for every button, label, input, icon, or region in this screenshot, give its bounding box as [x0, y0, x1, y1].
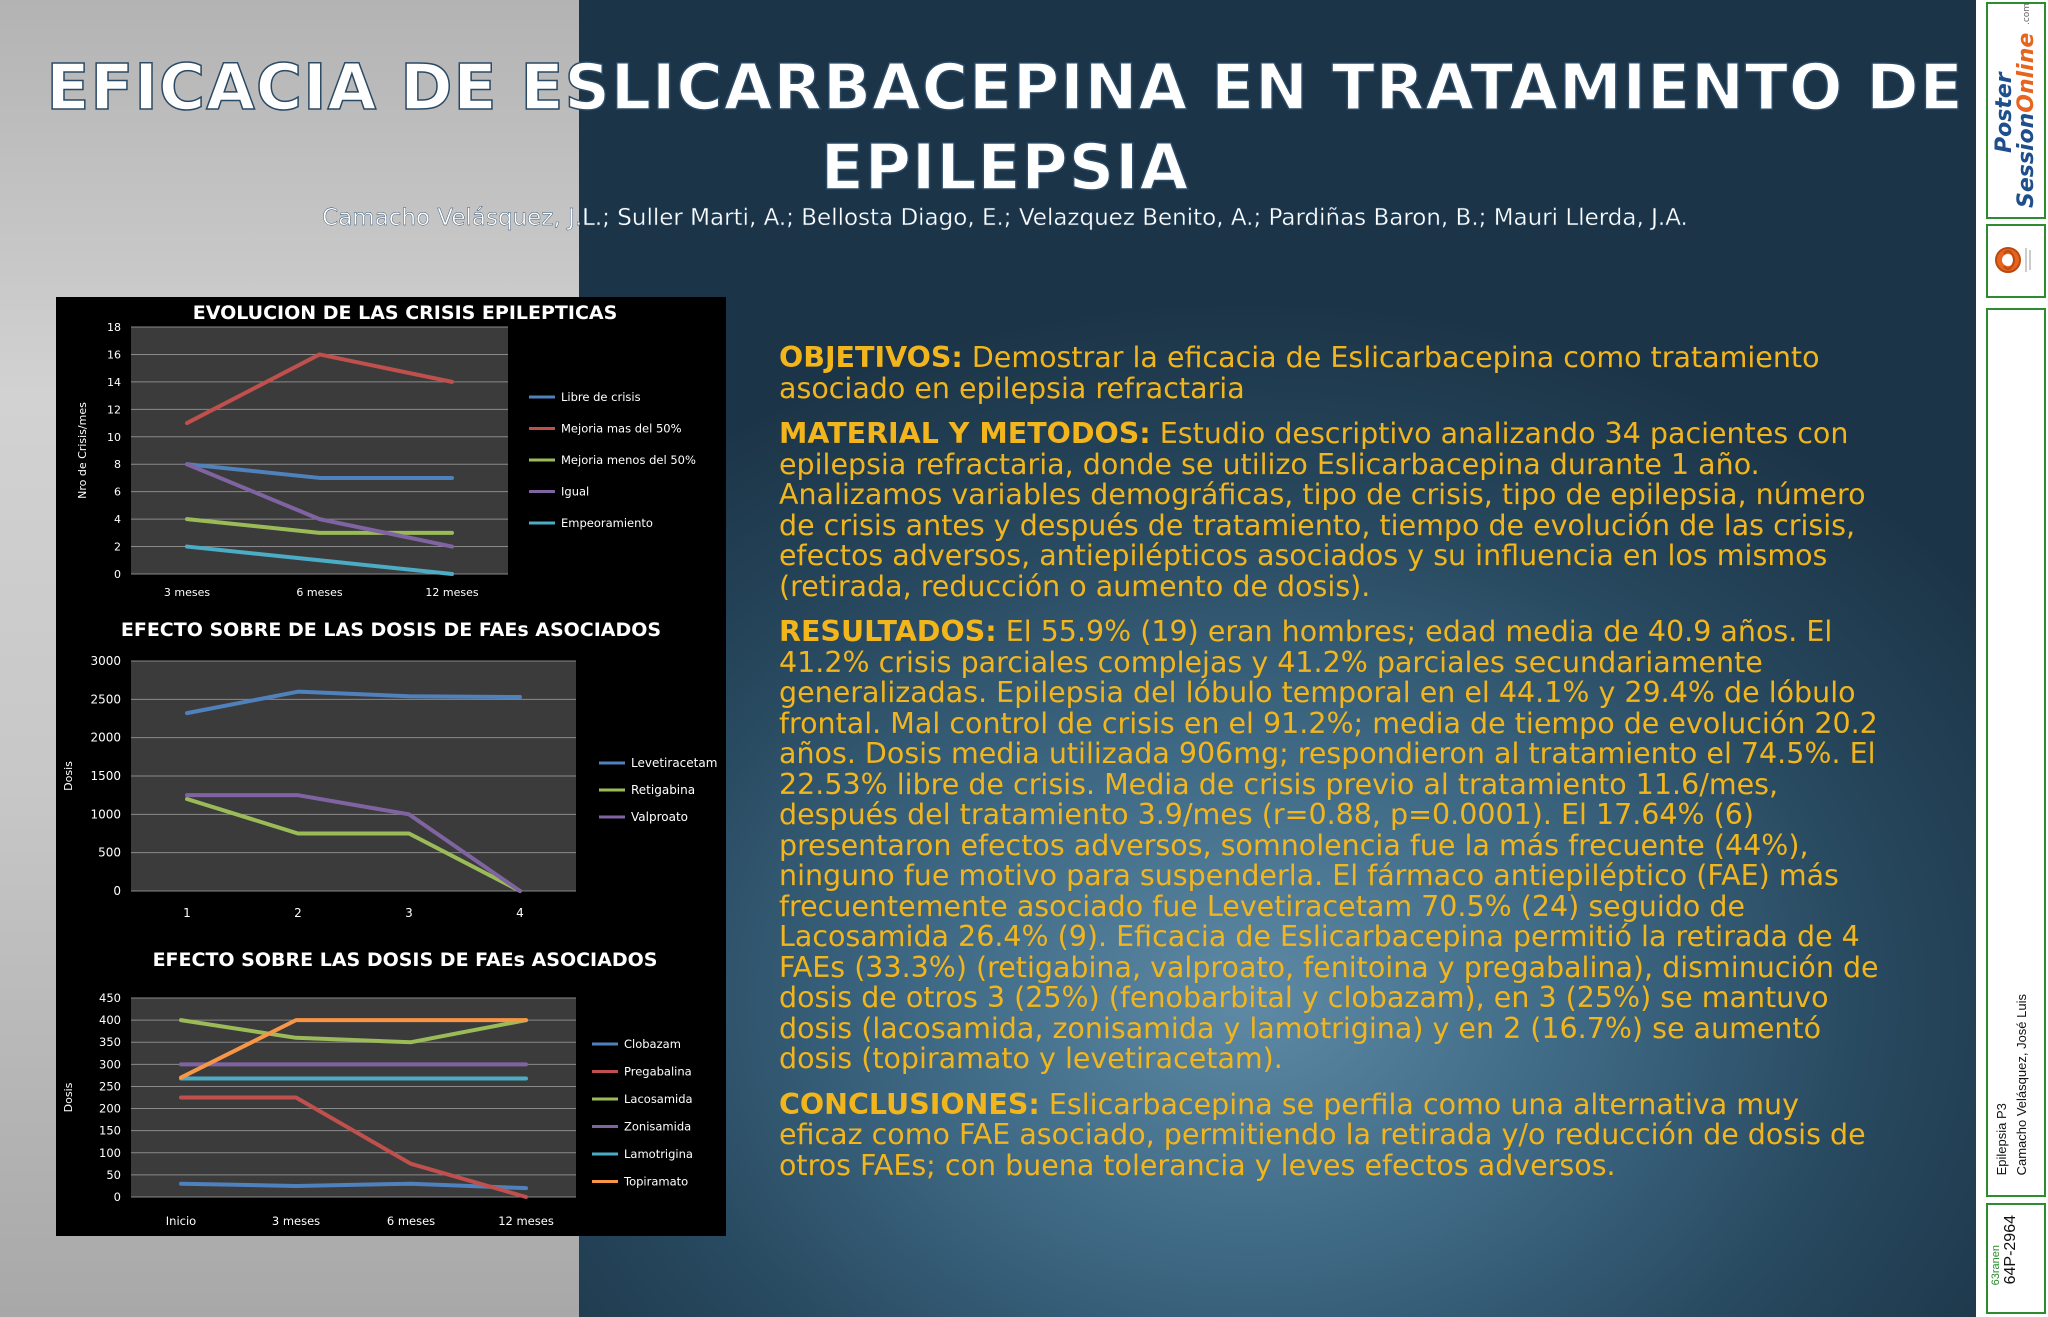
x-tick-label: 3 [405, 906, 413, 920]
session-info [1992, 994, 2032, 1175]
y-tick-label: 450 [99, 991, 121, 1005]
x-tick-label: 6 meses [386, 1214, 436, 1228]
y-tick-label: 250 [99, 1079, 121, 1094]
x-tick-label: 12 meses [425, 586, 479, 599]
y-tick-label: 8 [114, 458, 121, 472]
y-tick-label: 50 [106, 1167, 121, 1182]
conclusiones-heading: CONCLUSIONES: [779, 1087, 1040, 1121]
y-tick-label: 350 [99, 1035, 121, 1050]
brand-small: .com [2022, 2, 2032, 26]
material-heading: MATERIAL Y METODOS: [779, 417, 1151, 450]
x-tick-label: 4 [516, 906, 524, 920]
chart-dosis-faes-1-svg [56, 611, 726, 936]
x-tick-label: 3 meses [163, 586, 211, 599]
footer-code: 63ranen [1990, 1245, 2002, 1286]
objetivos-heading: OBJETIVOS: [779, 341, 963, 374]
x-tick-label: 12 meses [498, 1214, 554, 1228]
y-tick-label: 150 [99, 1123, 121, 1138]
section-resultados [779, 617, 1889, 1075]
poster-code-box [1986, 1203, 2046, 1314]
y-tick-label: 10 [107, 430, 121, 444]
y-tick-label: 200 [99, 1101, 121, 1116]
y-tick-label: 300 [99, 1057, 121, 1072]
poster-session-online-logo [1992, 2, 2039, 208]
plot-area [131, 327, 508, 574]
legend-label: Retigabina [631, 783, 696, 797]
society-logo-box [1986, 224, 2046, 298]
title-line-2: EPILEPSIA [820, 131, 1190, 204]
brand-line-3: Online [2014, 32, 2039, 113]
resultados-text: El 55.9% (19) eran hombres; edad media de 40.9 años. El 41.2% crisis parciales complejas y 41.2% parciales secundariamente generalizadas. Epilepsia del lóbulo temporal en el 44.1% y 29.4% de lóbulo frontal. Mal control de crisis en el 91.2%; media de tiempo de evolución 20.2 años. Dosis media utilizada 906mg; respondieron al tratamiento el 74.5%. El 22.53% libre de crisis. Media de crisis previo al tratamiento 11.6/mes, después del tratamiento 3.9/mes (r=0.88, p=0.0001). El 17.64% (6) presentaron efectos adversos, somnolencia fue la más frecuente (44%), ninguno fue motivo para suspenderla. El fármaco antiepiléptico (FAE) más frecuentemente asociado fue Levetiracetam 70.5% (24) seguido de Lacosamida 26.4% (9). Eficacia de Eslicarbacepina permitió la retirada de 4 FAEs (33.3%) (retigabina, valproato, fenitoina y pregabalina), disminución de dosis de otros 3 (25%) (fenobarbital y clobazam), en 3 (25%) se mantuvo dosis (lacosamida, zonisamida y lamotrigina) y en 2 (16.7%) se aumentó dosis (topiramato y levetiracetam). [779, 615, 1879, 1075]
body-text [779, 343, 1889, 1196]
section-conclusiones [779, 1087, 1889, 1182]
legend-label: Mejoria mas del 50% [561, 421, 682, 436]
x-tick-label: 1 [183, 906, 191, 920]
chart-title: EFECTO SOBRE LAS DOSIS DE FAEs ASOCIADOS [152, 949, 658, 971]
session-line-1: Epilepsia P3 [1994, 1102, 2009, 1175]
brand-box[interactable] [1986, 2, 2046, 219]
legend-label: Igual [561, 484, 590, 499]
x-tick-label: Inicio [165, 1214, 197, 1228]
legend-label: Empeoramiento [561, 516, 653, 530]
legend-label: Libre de crisis [561, 390, 641, 404]
y-tick-label: 4 [114, 513, 121, 527]
session-line-2: Camacho Velásquez, José Luis [2014, 993, 2029, 1175]
y-tick-label: 16 [107, 348, 121, 362]
y-tick-label: 2 [114, 540, 121, 554]
y-tick-label: 400 [99, 1013, 121, 1028]
legend-label: Levetiracetam [631, 756, 718, 770]
y-tick-label: 100 [99, 1145, 121, 1160]
y-tick-label: 18 [107, 321, 121, 334]
legend-label: Pregabalina [624, 1064, 692, 1079]
title-line-1: EFICACIA DE ESLICARBACEPINA EN TRATAMIENTO DE [46, 51, 1964, 124]
objetivos-text: Demostrar la eficacia de Eslicarbacepina como tratamiento asociado en epilepsia refractaria [779, 341, 1820, 405]
resultados-heading: RESULTADOS: [779, 615, 997, 648]
y-tick-label: 0 [113, 884, 121, 898]
y-tick-label: 2500 [90, 692, 121, 707]
y-tick-label: 6 [114, 485, 121, 499]
y-tick-label: 2000 [90, 730, 121, 745]
poster-title [0, 48, 1976, 208]
chart-title: EVOLUCION DE LAS CRISIS EPILEPTICAS [192, 302, 618, 324]
y-tick-label: 12 [107, 403, 121, 417]
y-tick-label: 500 [98, 845, 121, 860]
y-axis-label: Dosis [62, 1082, 75, 1113]
legend-label: Clobazam [624, 1037, 681, 1051]
chart-dosis-faes-1 [56, 611, 726, 936]
y-tick-label: 1500 [90, 769, 121, 783]
legend-label: Lacosamida [624, 1092, 693, 1106]
y-axis-label: Dosis [62, 761, 75, 791]
legend-label: Topiramato [624, 1174, 689, 1189]
conclusiones-text: Eslicarbacepina se perfila como una alternativa muy eficaz como FAE asociado, permitiendo la retirada y/o reducción de dosis de otros FAEs; con buena tolerancia y leves efectos adversos. [779, 1087, 1866, 1182]
chart-dosis-faes-2 [56, 936, 726, 1236]
legend-label: Valproato [631, 810, 688, 824]
x-tick-label: 2 [294, 906, 302, 920]
legend-label: Lamotrigina [624, 1147, 693, 1161]
y-tick-label: 1000 [90, 807, 121, 822]
section-material [779, 419, 1889, 602]
brand-line-2: Session [2014, 112, 2039, 208]
authors-line: Camacho Velásquez, J.L.; Suller Marti, A.; Bellosta Diago, E.; Velazquez Benito, A.; Pardiñas Baron, B.; Mauri Llerda, J.A. [322, 205, 1688, 231]
legend-label: Mejoria menos del 50% [561, 453, 696, 467]
y-tick-label: 3000 [90, 654, 121, 668]
legend-label: Zonisamida [624, 1119, 692, 1134]
section-objetivos [779, 343, 1889, 404]
brand-line-1: Poster [1992, 72, 2017, 154]
chart-title: EFECTO SOBRE DE LAS DOSIS DE FAEs ASOCIADOS [120, 619, 662, 641]
chart-dosis-faes-2-svg [56, 936, 726, 1236]
chart-evolucion-crisis [56, 297, 726, 611]
y-tick-label: 0 [114, 568, 121, 581]
material-text: Estudio descriptivo analizando 34 pacientes con epilepsia refractaria, donde se utilizo Eslicarbacepina durante 1 año. Analizamos variables demográficas, tipo de crisis, tipo de epilepsia, número de crisis antes y después de tratamiento, tiempo de evolución de las crisis, efectos adversos, antiepilépticos asociados y su influencia en los mismos (retirada, reducción o aumento de dosis). [779, 417, 1866, 603]
x-tick-label: 6 meses [296, 586, 343, 599]
society-logo-icon [1994, 234, 2038, 286]
poster-code: 64P-2964 [2002, 1215, 2019, 1285]
y-axis-label: Nro de Crisis/mes [76, 402, 89, 499]
y-tick-label: 0 [113, 1190, 121, 1204]
sidebar [1976, 0, 2048, 1317]
session-info-box [1986, 308, 2046, 1197]
y-tick-label: 14 [107, 375, 121, 389]
x-tick-label: 3 meses [271, 1214, 321, 1228]
chart-evolucion-svg [56, 297, 726, 611]
